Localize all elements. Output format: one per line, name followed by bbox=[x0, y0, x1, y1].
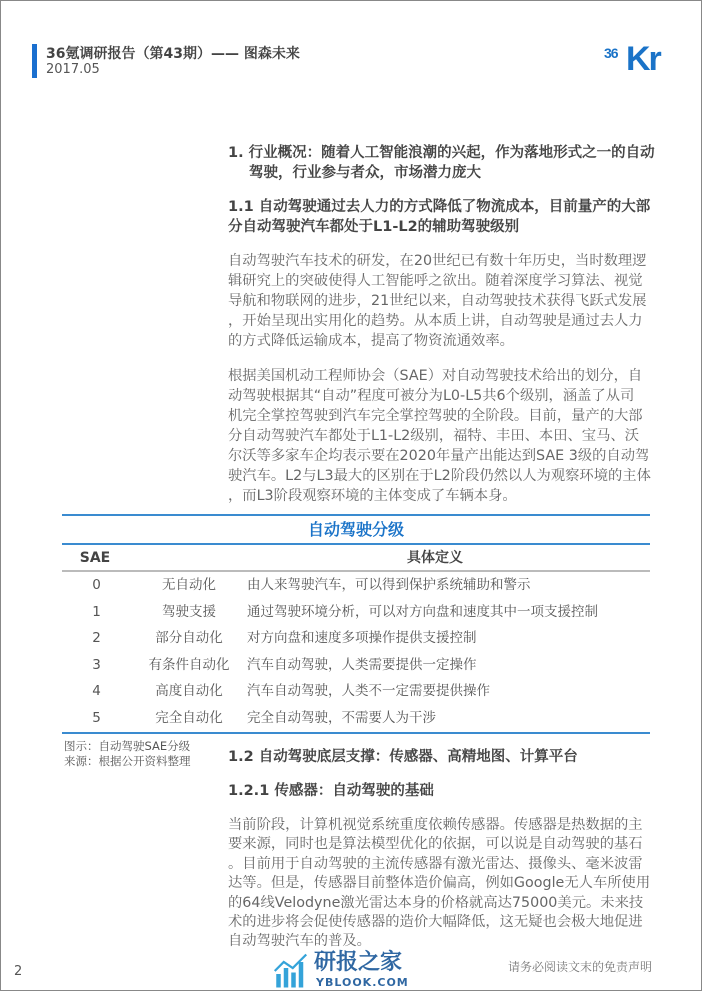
text-line: ，而L3阶段观察环境的主体变成了车辆本身。 bbox=[228, 488, 517, 504]
table-row bbox=[62, 625, 650, 652]
cell-level: 1 bbox=[92, 603, 101, 620]
heading-line: 驾驶，行业参与者众，市场潜力庞大 bbox=[249, 165, 481, 181]
disclaimer-note: 请务必阅读文末的免责声明 bbox=[508, 960, 653, 974]
text-line: 。目前用于自动驾驶的主流传感器有激光雷达、摄像头、毫米波雷 bbox=[228, 855, 643, 872]
text-line: 驶汽车。L2与L3最大的区别在于L2阶段仍然以人为观察环境的主体 bbox=[228, 468, 651, 484]
cell-level: 0 bbox=[92, 577, 101, 593]
cell-name: 无自动化 bbox=[162, 577, 216, 593]
page-number: 2 bbox=[14, 964, 23, 979]
text-line: 根据美国机动工程师协会（SAE）对自动驾驶技术给出的划分，自 bbox=[228, 368, 643, 384]
cell-definition: 完全自动驾驶，不需要人为干涉 bbox=[247, 709, 436, 726]
header-definition: 具体定义 bbox=[407, 550, 463, 566]
figure-caption bbox=[64, 739, 191, 769]
table-row bbox=[62, 572, 650, 599]
cell-name: 部分自动化 bbox=[155, 630, 223, 646]
text-line: ，开始呈现出实用化的趋势。从本质上讲，自动驾驶是通过去人力 bbox=[228, 313, 643, 329]
table-row bbox=[62, 599, 650, 626]
section-1-1-heading bbox=[228, 197, 651, 237]
table-row bbox=[62, 705, 650, 732]
heading-line: 分自动驾驶汽车都处于L1-L2的辅助驾驶级别 bbox=[228, 219, 520, 235]
cell-name: 驾驶支援 bbox=[162, 603, 216, 620]
section-1-heading bbox=[228, 143, 655, 183]
cell-name: 完全自动化 bbox=[155, 709, 223, 726]
yblook-watermark bbox=[272, 950, 409, 993]
table-row bbox=[62, 652, 650, 679]
text-line: 的方式降低运输成本，提高了物资流通效率。 bbox=[228, 333, 514, 349]
text-line: 自动驾驶汽车的普及。 bbox=[228, 933, 371, 950]
text-line: 尔沃等多家车企均表示要在2020年量产出能达到SAE 3级的自动驾 bbox=[228, 448, 650, 464]
heading-line: 1.1 自动驾驶通过去人力的方式降低了物流成本，目前量产的大部 bbox=[228, 199, 651, 215]
cell-level: 2 bbox=[92, 630, 101, 646]
cell-level: 5 bbox=[92, 709, 101, 726]
paragraph-2 bbox=[228, 366, 651, 506]
watermark-name: 研报之家 bbox=[314, 950, 403, 975]
text-line: 的64线Velodyne激光雷达本身的价格就高达75000美元。未来技 bbox=[228, 894, 644, 911]
text-line: 术的进步将会促使传感器的造价大幅降低，这无疑也会极大地促进 bbox=[228, 913, 643, 930]
section-1-2-1-heading: 1.2.1 传感器：自动驾驶的基础 bbox=[228, 783, 434, 799]
caption-figure: 图示：自动驾驶SAE分级 bbox=[64, 739, 191, 753]
text-line: 要来源，同时也是算法模型优化的依据，可以说是自动驾驶的基石 bbox=[228, 836, 643, 853]
cell-definition: 汽车自动驾驶，人类需要提供一定操作 bbox=[247, 656, 477, 673]
header-accent-bar bbox=[32, 44, 37, 78]
cell-definition: 由人来驾驶汽车，可以得到保护系统辅助和警示 bbox=[247, 577, 531, 593]
text-line: 达等。但是，传感器目前整体造价偏高，例如Google无人车所使用 bbox=[228, 875, 651, 892]
text-line: 自动驾驶汽车技术的研发，在20世纪已有数十年历史，当时数理逻 bbox=[228, 253, 647, 269]
header-sae: SAE bbox=[79, 550, 111, 566]
caption-source: 来源：根据公开资料整理 bbox=[64, 754, 191, 768]
report-date: 2017.05 bbox=[46, 62, 100, 77]
cell-definition: 对方向盘和速度多项操作提供支援控制 bbox=[247, 630, 477, 646]
paragraph-3 bbox=[228, 816, 651, 952]
text-line: 动驾驶根据其“自动”程度可被分为L0-L5共6个级别，涵盖了从司 bbox=[228, 388, 635, 404]
cell-definition: 汽车自动驾驶，人类不一定需要提供操作 bbox=[247, 683, 490, 699]
bar-chart-logo-icon bbox=[272, 953, 312, 989]
table-title: 自动驾驶分级 bbox=[307, 520, 404, 539]
table-header bbox=[62, 543, 650, 572]
table-bottom-rule bbox=[62, 732, 650, 734]
text-line: 机完全掌控驾驶到汽车完全掌控驾驶的全阶段。目前，量产的大部 bbox=[228, 408, 643, 424]
text-line: 辑研究上的突破使得人工智能呼之欲出。随着深度学习算法、视觉 bbox=[228, 273, 643, 289]
text-line: 分自动驾驶汽车都处于L1-L2级别，福特、丰田、本田、宝马、沃 bbox=[228, 428, 639, 444]
section-1-2-heading: 1.2 自动驾驶底层支撑：传感器、高精地图、计算平台 bbox=[228, 749, 578, 765]
cell-name: 高度自动化 bbox=[155, 683, 223, 699]
paragraph-1 bbox=[228, 251, 648, 351]
text-line: 当前阶段，计算机视觉系统重度依赖传感器。传感器是热数据的主 bbox=[228, 817, 643, 833]
cell-level: 3 bbox=[92, 656, 101, 673]
report-title: 36氪调研报告（第43期）—— 图森未来 bbox=[46, 46, 300, 62]
table-row bbox=[62, 678, 650, 705]
heading-line: 1. 行业概况：随着人工智能浪潮的兴起，作为落地形式之一的自动 bbox=[228, 145, 655, 161]
sae-level-table bbox=[62, 514, 650, 734]
table-body bbox=[62, 572, 650, 731]
text-line: 导航和物联网的进步，21世纪以来，自动驾驶技术获得飞跃式发展 bbox=[228, 293, 647, 309]
cell-level: 4 bbox=[92, 683, 101, 699]
cell-definition: 通过驾驶环境分析，可以对方向盘和速度其中一项支援控制 bbox=[247, 603, 598, 620]
cell-name: 有条件自动化 bbox=[148, 656, 230, 673]
watermark-url: YBLOOK.COM bbox=[316, 976, 409, 989]
